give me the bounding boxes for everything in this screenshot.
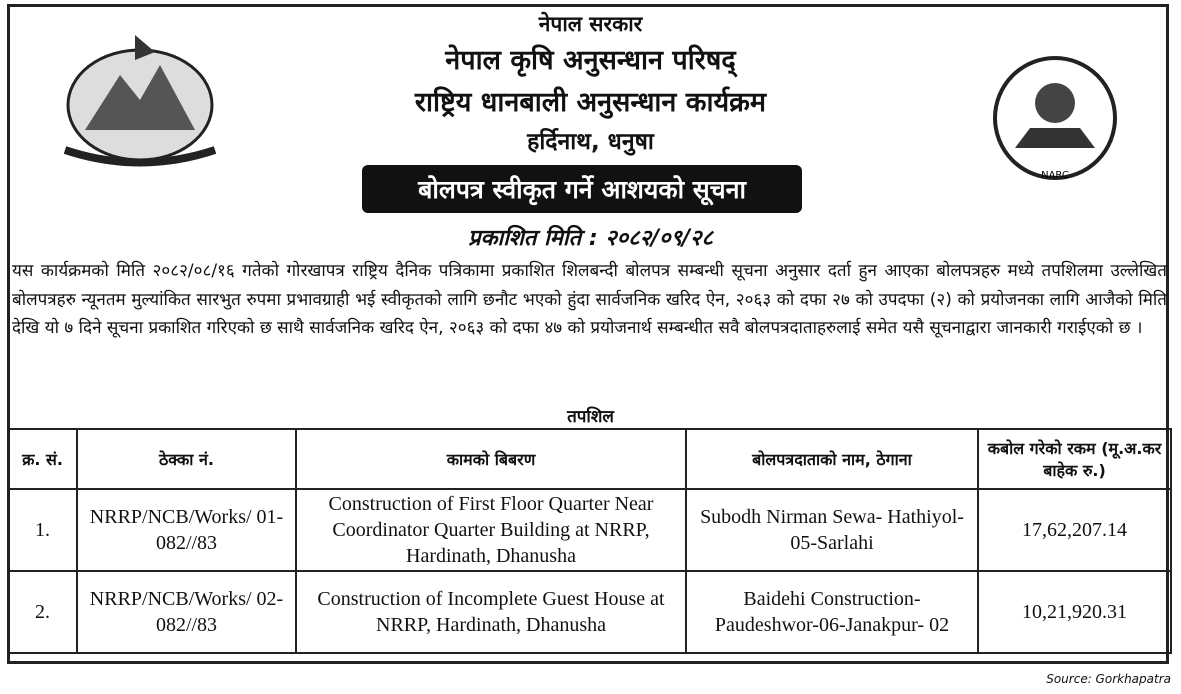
org-government: नेपाल सरकार <box>538 12 643 36</box>
org-location: हर्दिनाथ, धनुषा <box>527 129 654 155</box>
cell-contract: NRRP/NCB/Works/ 01-082//83 <box>77 489 296 571</box>
col-contract: ठेक्का नं. <box>77 429 296 489</box>
org-program: राष्ट्रिय धानबाली अनुसन्धान कार्यक्रम <box>414 87 767 118</box>
cell-contract: NRRP/NCB/Works/ 02-082//83 <box>77 571 296 653</box>
notice-title: बोलपत्र स्वीकृत गर्ने आशयको सूचना <box>362 165 802 213</box>
cell-bidder: Subodh Nirman Sewa- Hathiyol-05-Sarlahi <box>686 489 978 571</box>
cell-sn: 2. <box>8 571 77 653</box>
cell-description: Construction of Incomplete Guest House at NRRP, Hardinath, Dhanusha <box>296 571 686 653</box>
cell-description: Construction of First Floor Quarter Near Coordinator Quarter Building at NRRP, Hardinath, Dhanusha <box>296 489 686 571</box>
table-row <box>8 571 1171 653</box>
notice-body: यस कार्यक्रमको मिति २०८२/०८/१६ गतेको गोरखापत्र राष्ट्रिय दैनिक पत्रिकामा प्रकाशित शिलबन्दी बोलपत्र सम्बन्धी सूचना अनुसार दर्ता हुन आएका बोलपत्रहरु मध्ये तपशिलमा उल्लेखित बोलपत्रहरु न्यूनतम मुल्यांकित सारभुत रुपमा प्रभावग्राही भई स्वीकृतको लागि छनौट भएको हुंदा सार्वजनिक खरिद ऐन, २०६३ को दफा २७ को उपदफा (२) को प्रयोजनका लागि आजैको मिति देखि यो ७ दिने सूचना प्रकाशित गरिएको छ साथै सार्वजनिक खरिद ऐन, २०६३ को दफा ४७ को प्रयोजनार्थ सम्बन्धीत सवै बोलपत्रदाताहरुलाई समेत यसै सूचनाद्वारा जानकारी गराईएको छ । <box>12 261 1167 338</box>
cell-amount: 10,21,920.31 <box>978 571 1171 653</box>
cell-bidder: Baidehi Construction- Paudeshwor-06-Janakpur- 02 <box>686 571 978 653</box>
org-council: नेपाल कृषि अनुसन्धान परिषद् <box>445 45 736 76</box>
col-sn: क्र. सं. <box>8 429 77 489</box>
col-description: कामको बिबरण <box>296 429 686 489</box>
cell-sn: 1. <box>8 489 77 571</box>
table-title: तपशिल <box>567 407 614 427</box>
source-credit: Source: Gorkhapatra <box>1046 672 1171 686</box>
table-row <box>8 489 1171 571</box>
cell-amount: 17,62,207.14 <box>978 489 1171 571</box>
bid-table <box>7 428 1172 654</box>
svg-text:NARC: NARC <box>1041 170 1069 181</box>
col-amount: कबोल गरेको रकम (मू.अ.कर बाहेक रु.) <box>978 429 1171 489</box>
published-date: प्रकाशित मिति : २०८२/०९/२८ <box>468 226 713 251</box>
col-bidder: बोलपत्रदाताको नाम, ठेगाना <box>686 429 978 489</box>
table-header-row <box>8 429 1171 489</box>
